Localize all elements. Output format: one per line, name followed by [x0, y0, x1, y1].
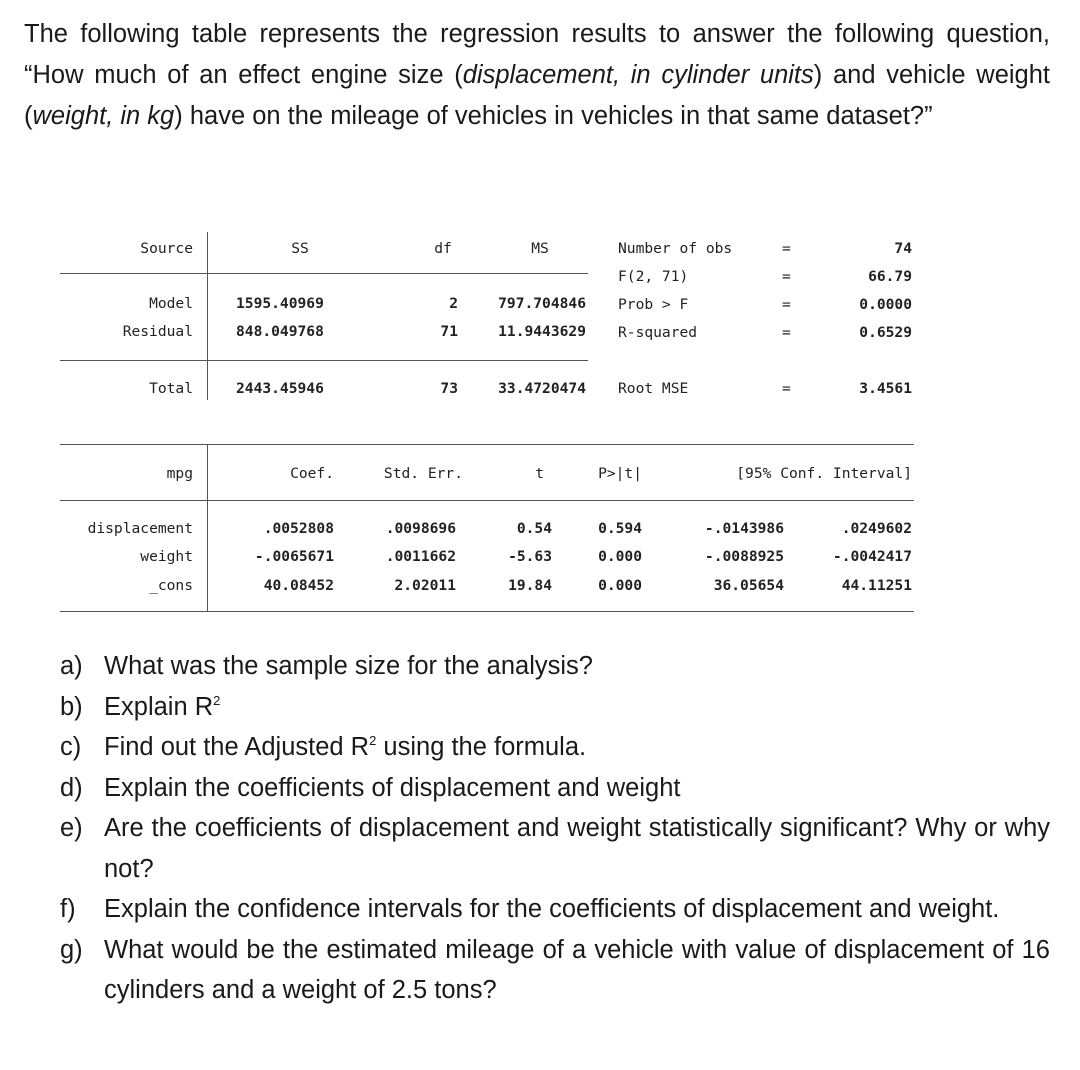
stat-label-rootmse: Root MSE: [618, 380, 689, 397]
question-label: d): [60, 773, 83, 802]
stat-eq: =: [782, 240, 791, 257]
question-text: What would be the estimated mileage of a vehicle with value of displacement of 16 cylinders and a weight of 2.5 tons?: [104, 935, 1050, 1004]
coef-p-displacement: 0.594: [598, 520, 642, 537]
superscript: 2: [369, 733, 377, 748]
coef-header-se: Std. Err.: [383, 465, 463, 482]
anova-ms-total: 33.4720474: [498, 380, 586, 397]
coef-coef-weight: -.0065671: [254, 548, 334, 565]
coef-t-cons: 19.84: [508, 577, 552, 594]
anova-total-rule: [60, 360, 588, 361]
coef-header-t: t: [535, 465, 544, 482]
anova-header-ss: SS: [291, 240, 309, 257]
coef-lo-displacement: -.0143986: [704, 520, 784, 537]
coef-var-weight: weight: [140, 548, 193, 565]
stat-label-f: F(2, 71): [618, 268, 689, 285]
question-text: What was the sample size for the analysis?: [104, 652, 593, 680]
stat-eq: =: [782, 268, 791, 285]
anova-ss-residual: 848.049768: [236, 323, 324, 340]
question-list: [60, 646, 1050, 1011]
stat-label-nobs: Number of obs: [618, 240, 733, 257]
coef-var-displacement: displacement: [87, 520, 193, 537]
question-text: Are the coefficients of displacement and weight statistically significant? Why or why not?: [104, 814, 1050, 883]
question-text: Find out the Adjusted R: [104, 733, 370, 761]
anova-vertical-divider: [207, 232, 208, 400]
stat-value-nobs: 74: [894, 240, 912, 257]
anova-header-source: Source: [140, 240, 193, 257]
coef-p-cons: 0.000: [598, 577, 642, 594]
anova-df-total: 73: [440, 380, 458, 397]
anova-header-rule: [60, 273, 588, 274]
stat-value-rsquared: 0.6529: [859, 324, 912, 341]
anova-ms-residual: 11.9443629: [498, 323, 586, 340]
coef-coef-cons: 40.08452: [263, 577, 334, 594]
coef-header-var: mpg: [166, 465, 193, 482]
superscript: 2: [213, 692, 221, 708]
intro-paragraph: [24, 14, 1050, 137]
coef-vertical-divider: [207, 444, 208, 611]
anova-header-df: df: [434, 240, 452, 257]
coef-hi-displacement: .0249602: [841, 520, 912, 537]
question-item: [60, 646, 1050, 687]
question-text-rest: using the formula.: [376, 733, 587, 761]
coef-header-p: P>|t|: [598, 465, 642, 482]
anova-ss-model: 1595.40969: [236, 295, 324, 312]
question-label: e): [60, 814, 83, 842]
question-label: f): [60, 895, 76, 923]
stat-eq: =: [782, 324, 791, 341]
anova-df-residual: 71: [440, 323, 458, 340]
coef-bottom-rule: [60, 611, 914, 612]
anova-source-residual: Residual: [122, 323, 193, 340]
stat-value-probf: 0.0000: [859, 296, 912, 313]
question-label: b): [60, 692, 83, 721]
intro-text: The following table represents the regression results to answer the following question, “How much of an effect engine size (: [24, 20, 1050, 89]
intro-emphasis-weight: weight, in kg: [32, 102, 175, 130]
coef-lo-cons: 36.05654: [713, 577, 784, 594]
anova-source-model: Model: [149, 295, 193, 312]
coef-hi-weight: -.0042417: [832, 548, 912, 565]
coef-header-ci: [95% Conf. Interval]: [736, 465, 912, 482]
stat-eq: =: [782, 380, 791, 397]
stat-eq: =: [782, 296, 791, 313]
question-text: Explain the coefficients of displacement and weight: [104, 773, 681, 802]
question-item: [60, 808, 1050, 889]
coef-top-rule: [60, 444, 914, 445]
coef-hi-cons: 44.11251: [841, 577, 912, 594]
coef-header-rule: [60, 500, 914, 501]
coef-se-cons: 2.02011: [394, 577, 456, 594]
question-text: Explain R: [104, 692, 214, 721]
question-item: [60, 930, 1050, 1011]
coef-var-cons: _cons: [149, 577, 193, 594]
anova-header-ms: MS: [531, 240, 549, 257]
question-text: Explain the confidence intervals for the coefficients of displacement and weight.: [104, 895, 1000, 923]
question-label: a): [60, 652, 83, 680]
question-item: [60, 687, 1050, 728]
intro-text: ) have on the mileage of vehicles in vehicles in that same dataset?”: [174, 102, 933, 130]
intro-emphasis-displacement: displacement, in cylinder units: [462, 61, 814, 89]
question-label: c): [60, 733, 82, 761]
question-label: g): [60, 935, 83, 964]
coef-p-weight: 0.000: [598, 548, 642, 565]
question-item: [60, 768, 1050, 809]
stat-value-f: 66.79: [868, 268, 912, 285]
anova-source-total: Total: [149, 380, 193, 397]
stat-label-probf: Prob > F: [618, 296, 689, 313]
coef-lo-weight: -.0088925: [704, 548, 784, 565]
coef-header-coef: Coef.: [290, 465, 334, 482]
intro-text: ) and vehicle weight (: [24, 61, 1050, 130]
anova-df-model: 2: [449, 295, 458, 312]
coef-se-weight: .0011662: [385, 548, 456, 565]
coef-coef-displacement: .0052808: [263, 520, 334, 537]
question-item: [60, 889, 1050, 930]
anova-ms-model: 797.704846: [498, 295, 586, 312]
stat-label-rsquared: R-squared: [618, 324, 698, 341]
question-item: [60, 727, 1050, 768]
anova-ss-total: 2443.45946: [236, 380, 324, 397]
coef-t-displacement: 0.54: [516, 520, 552, 537]
stat-value-rootmse: 3.4561: [859, 380, 912, 397]
coef-se-displacement: .0098696: [385, 520, 456, 537]
coef-t-weight: -5.63: [508, 548, 552, 565]
